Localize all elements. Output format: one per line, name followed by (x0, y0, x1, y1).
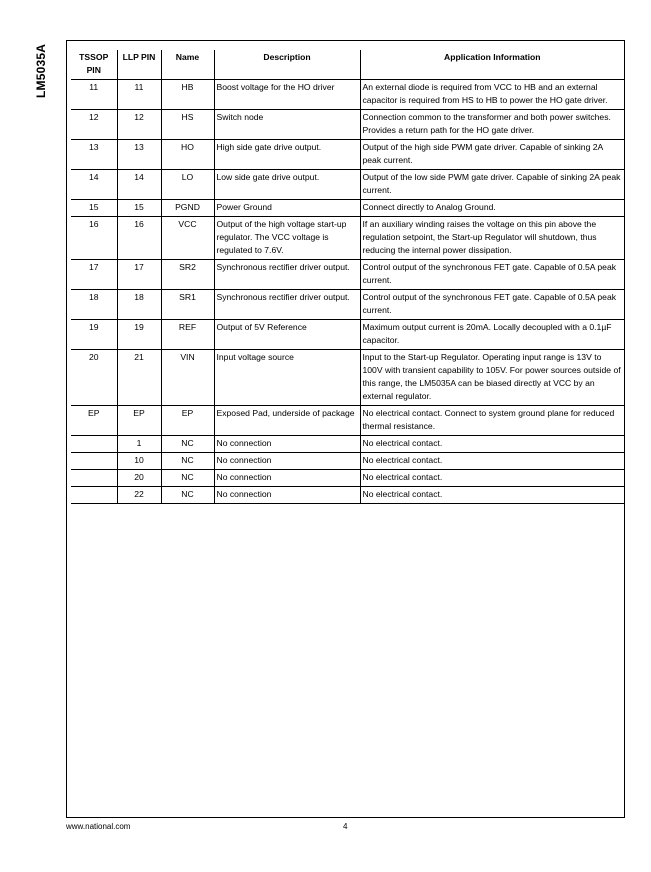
cell-llp-pin: 13 (117, 140, 161, 170)
table-row (71, 320, 624, 350)
cell-tssop-pin: EP (71, 406, 117, 436)
footer-page-number: 4 (343, 822, 348, 831)
cell-pin-name: NC (161, 453, 214, 470)
cell-description: Exposed Pad, underside of package (214, 406, 360, 436)
table-row (71, 290, 624, 320)
cell-application-information: No electrical contact. Connect to system ground plane for reduced thermal resistance. (360, 406, 624, 436)
header-application-information: Application Information (360, 50, 624, 80)
cell-description: Output of the high voltage start-up regulator. The VCC voltage is regulated to 7.6V. (214, 217, 360, 260)
cell-llp-pin: 15 (117, 200, 161, 217)
cell-tssop-pin (71, 436, 117, 453)
cell-description: Power Ground (214, 200, 360, 217)
table-row (71, 406, 624, 436)
cell-pin-name: SR1 (161, 290, 214, 320)
cell-llp-pin: 21 (117, 350, 161, 406)
cell-description: Low side gate drive output. (214, 170, 360, 200)
cell-tssop-pin (71, 487, 117, 504)
cell-description: Boost voltage for the HO driver (214, 80, 360, 110)
cell-application-information: Input to the Start-up Regulator. Operating input range is 13V to 100V with transient capability to 105V. For power sources outside of this range, the LM5035A can be biased directly at VCC by an external regulator. (360, 350, 624, 406)
cell-tssop-pin: 20 (71, 350, 117, 406)
cell-llp-pin: 10 (117, 453, 161, 470)
header-llp-pin: LLP PIN (117, 50, 161, 80)
cell-llp-pin: 20 (117, 470, 161, 487)
cell-llp-pin: 14 (117, 170, 161, 200)
cell-application-information: No electrical contact. (360, 470, 624, 487)
cell-description: No connection (214, 436, 360, 453)
cell-llp-pin: 1 (117, 436, 161, 453)
cell-tssop-pin: 17 (71, 260, 117, 290)
cell-description: Synchronous rectifier driver output. (214, 260, 360, 290)
pin-description-table (71, 50, 624, 504)
cell-llp-pin: 12 (117, 110, 161, 140)
cell-pin-name: LO (161, 170, 214, 200)
cell-application-information: Output of the high side PWM gate driver. Capable of sinking 2A peak current. (360, 140, 624, 170)
cell-llp-pin: 18 (117, 290, 161, 320)
cell-description: Switch node (214, 110, 360, 140)
cell-description: No connection (214, 470, 360, 487)
cell-pin-name: SR2 (161, 260, 214, 290)
cell-llp-pin: 19 (117, 320, 161, 350)
cell-pin-name: EP (161, 406, 214, 436)
table-row (71, 470, 624, 487)
cell-pin-name: VIN (161, 350, 214, 406)
cell-pin-name: PGND (161, 200, 214, 217)
cell-application-information: If an auxiliary winding raises the voltage on this pin above the regulation setpoint, the Start-up Regulator will shutdown, thus reducing the internal power dissipation. (360, 217, 624, 260)
cell-pin-name: HS (161, 110, 214, 140)
cell-application-information: Connect directly to Analog Ground. (360, 200, 624, 217)
header-name: Name (161, 50, 214, 80)
cell-llp-pin: 16 (117, 217, 161, 260)
cell-tssop-pin: 18 (71, 290, 117, 320)
cell-pin-name: NC (161, 470, 214, 487)
cell-tssop-pin: 19 (71, 320, 117, 350)
table-row (71, 260, 624, 290)
cell-description: High side gate drive output. (214, 140, 360, 170)
header-description: Description (214, 50, 360, 80)
cell-llp-pin: 17 (117, 260, 161, 290)
table-row (71, 350, 624, 406)
cell-application-information: Connection common to the transformer and both power switches. Provides a return path for the HO gate driver. (360, 110, 624, 140)
cell-tssop-pin (71, 470, 117, 487)
table-body (71, 80, 624, 504)
cell-description: No connection (214, 453, 360, 470)
cell-application-information: Output of the low side PWM gate driver. Capable of sinking 2A peak current. (360, 170, 624, 200)
cell-description: Output of 5V Reference (214, 320, 360, 350)
table-row (71, 80, 624, 110)
cell-pin-name: VCC (161, 217, 214, 260)
cell-application-information: No electrical contact. (360, 436, 624, 453)
cell-description: No connection (214, 487, 360, 504)
cell-pin-name: NC (161, 487, 214, 504)
cell-llp-pin: 22 (117, 487, 161, 504)
header-tssop-pin: TSSOP PIN (71, 50, 117, 80)
cell-tssop-pin: 11 (71, 80, 117, 110)
table-row (71, 217, 624, 260)
part-number-label: LM5035A (34, 43, 48, 98)
cell-tssop-pin (71, 453, 117, 470)
cell-application-information: An external diode is required from VCC to HB and an external capacitor is required from HS to HB to power the HO gate driver. (360, 80, 624, 110)
side-part-number (26, 40, 66, 100)
cell-application-information: Maximum output current is 20mA. Locally decoupled with a 0.1µF capacitor. (360, 320, 624, 350)
footer-website: www.national.com (66, 822, 131, 831)
cell-application-information: No electrical contact. (360, 453, 624, 470)
cell-application-information: Control output of the synchronous FET gate. Capable of 0.5A peak current. (360, 290, 624, 320)
cell-pin-name: HB (161, 80, 214, 110)
table-row (71, 200, 624, 217)
cell-pin-name: NC (161, 436, 214, 453)
cell-llp-pin: 11 (117, 80, 161, 110)
cell-application-information: No electrical contact. (360, 487, 624, 504)
cell-pin-name: REF (161, 320, 214, 350)
table-row (71, 453, 624, 470)
cell-description: Synchronous rectifier driver output. (214, 290, 360, 320)
table-row (71, 170, 624, 200)
table-row (71, 140, 624, 170)
table-header-row (71, 50, 624, 80)
cell-llp-pin: EP (117, 406, 161, 436)
table-row (71, 487, 624, 504)
cell-tssop-pin: 13 (71, 140, 117, 170)
table-row (71, 110, 624, 140)
cell-tssop-pin: 14 (71, 170, 117, 200)
cell-application-information: Control output of the synchronous FET gate. Capable of 0.5A peak current. (360, 260, 624, 290)
cell-tssop-pin: 12 (71, 110, 117, 140)
table-row (71, 436, 624, 453)
cell-tssop-pin: 16 (71, 217, 117, 260)
cell-pin-name: HO (161, 140, 214, 170)
cell-description: Input voltage source (214, 350, 360, 406)
cell-tssop-pin: 15 (71, 200, 117, 217)
